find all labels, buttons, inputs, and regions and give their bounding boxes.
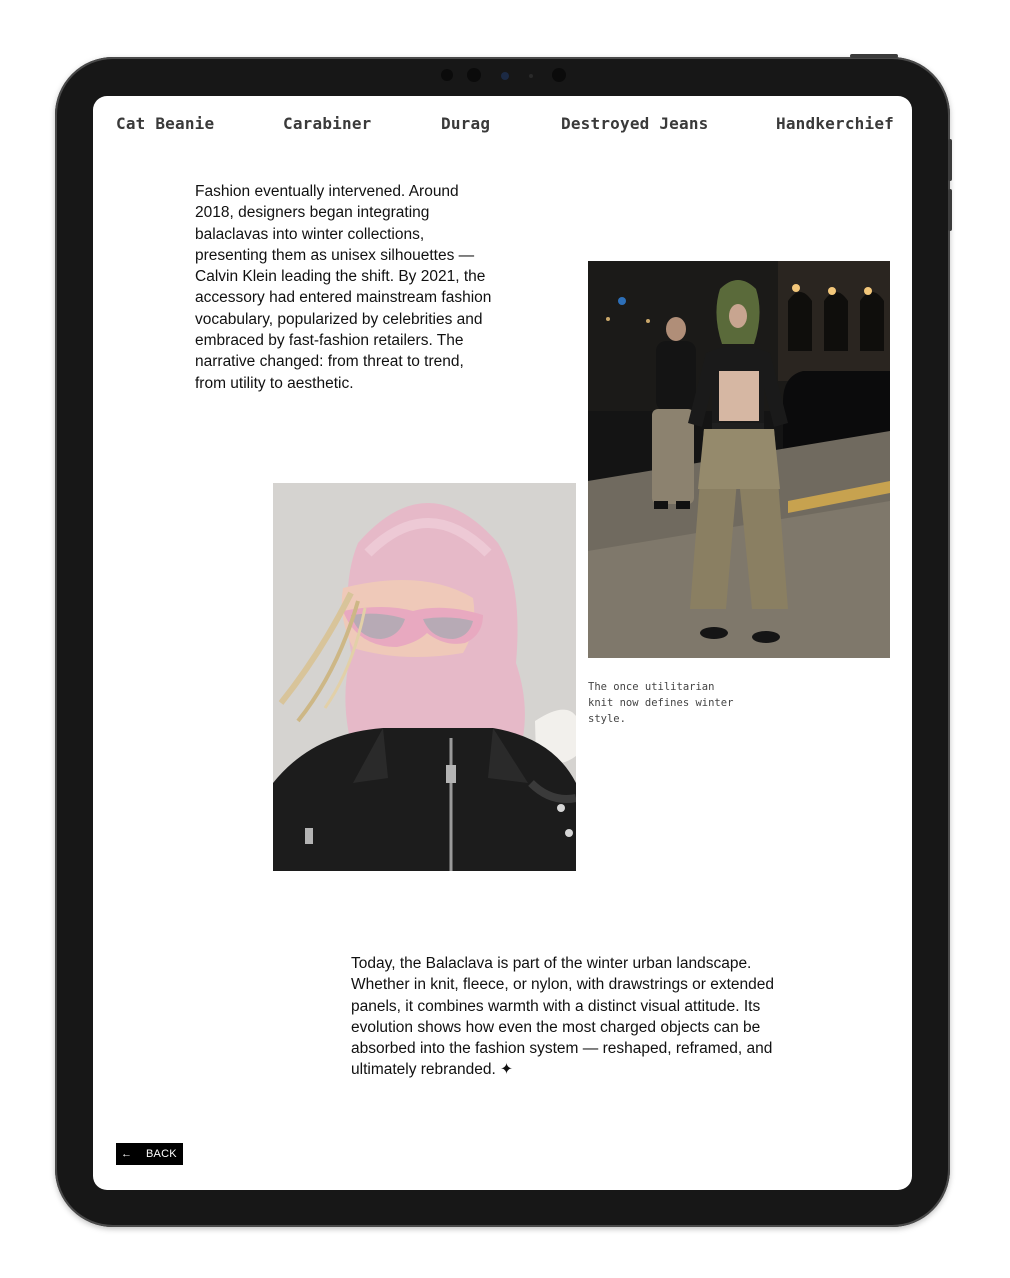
sensor-dot <box>552 68 566 82</box>
nav-item-cat-beanie[interactable]: Cat Beanie <box>116 114 215 133</box>
back-arrow-icon: ← <box>121 1148 132 1160</box>
nav-item-durag[interactable]: Durag <box>441 114 491 133</box>
article-paragraph: Fashion eventually intervened. Around 2018, designers began integrating balaclavas into winter collections, presenting them as unisex silhouettes — Calvin Klein leading the shift. By 2021, the accessory had entered mainstream fashion vocabulary, popularized by celebrities and embraced by fast-fashion retailers. The narrative changed: from threat to trend, from utility to aesthetic. <box>195 183 492 392</box>
volume-down-button <box>948 189 952 231</box>
volume-up-button <box>948 139 952 181</box>
back-button[interactable] <box>116 1143 183 1165</box>
back-label: BACK <box>146 1148 177 1160</box>
photo-pink-balaclava-image <box>273 483 576 871</box>
sensor-dot <box>467 68 481 82</box>
tablet-frame <box>55 57 950 1227</box>
sensor-dot <box>441 69 453 81</box>
photo-caption: The once utilitarian knit now defines winter style. <box>588 681 734 725</box>
photo-street-balaclava-image <box>588 261 890 658</box>
top-nav <box>93 114 912 140</box>
power-button <box>850 54 898 58</box>
nav-item-handkerchief[interactable]: Handkerchief <box>776 114 894 133</box>
photo-street-balaclava <box>588 261 890 658</box>
sensor-dot <box>529 74 533 78</box>
closing-paragraph: Today, the Balaclava is part of the winter urban landscape. Whether in knit, fleece, or nylon, with drawstrings or extended panels, it combines warmth with a distinct visual attitude. Its evolution shows how even the most charged objects can be absorbed into the fashion system — reshaped, reframed, and ultimately rebranded. ✦ <box>351 955 775 1079</box>
camera-lens <box>501 72 509 80</box>
nav-item-destroyed-jeans[interactable]: Destroyed Jeans <box>561 114 709 133</box>
photo-pink-balaclava <box>273 483 576 871</box>
nav-item-carabiner[interactable]: Carabiner <box>283 114 372 133</box>
screen <box>93 96 912 1190</box>
